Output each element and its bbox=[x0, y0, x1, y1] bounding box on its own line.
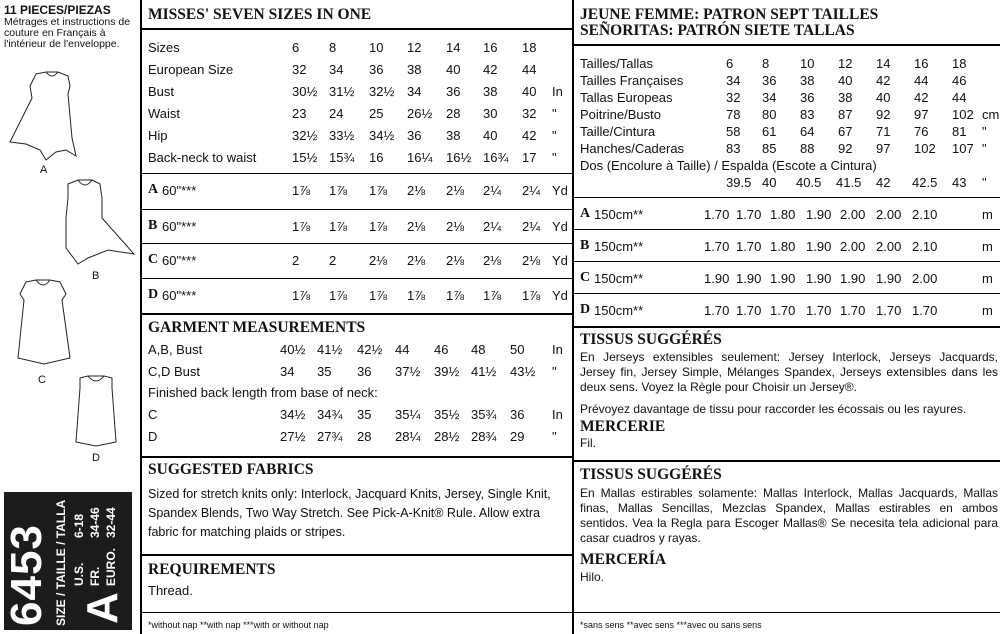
yardage-cell: 2⅛ bbox=[446, 219, 465, 234]
yardage-cell: 2⅛ bbox=[407, 183, 426, 198]
fr-size-cell: 32 bbox=[726, 90, 741, 105]
rule bbox=[574, 261, 1000, 262]
size-cell: 40 bbox=[446, 62, 461, 77]
fr-size-row-label: Tallas Europeas bbox=[580, 90, 673, 105]
pieces-note: Métrages et instructions de couture en Français à l'intérieur de l'enveloppe. bbox=[4, 16, 131, 50]
finished-cell: 29 bbox=[510, 429, 525, 444]
rule bbox=[574, 326, 1000, 328]
finished-cell: 34½ bbox=[280, 407, 306, 422]
fr-size-cell: 42 bbox=[914, 90, 929, 105]
fr-size-cell: 92 bbox=[838, 141, 853, 156]
rule bbox=[574, 197, 1000, 198]
fr-yardage-cell: 1.70 bbox=[736, 303, 762, 318]
fr-size-unit: cm bbox=[982, 107, 1000, 122]
tissus-title: TISSUS SUGGÉRÉS bbox=[580, 331, 722, 348]
fr-size-cell: 38 bbox=[838, 90, 853, 105]
fr-size-row-label: Hanches/Caderas bbox=[580, 141, 685, 156]
english-footnote: *without nap **with nap ***with or without nap bbox=[148, 620, 329, 630]
fr-size-cell: 40 bbox=[876, 90, 891, 105]
size-cell: 34 bbox=[407, 84, 422, 99]
yardage-view: D bbox=[148, 287, 159, 302]
fr-yardage-cell: 1.70 bbox=[806, 303, 832, 318]
garment-cell: 39½ bbox=[434, 364, 460, 379]
fr-size-cell: 102 bbox=[952, 107, 974, 122]
mercerie-text: Fil. bbox=[580, 436, 596, 450]
size-cell: 8 bbox=[329, 40, 337, 55]
badge-us-value: 6-18 bbox=[72, 513, 86, 538]
size-row-label: Hip bbox=[148, 128, 168, 143]
size-cell: 33½ bbox=[329, 128, 355, 143]
fr-size-row-label: Tailles Françaises bbox=[580, 73, 684, 88]
fr-yardage-width: 150cm** bbox=[594, 303, 644, 318]
finished-cell: 28¾ bbox=[471, 429, 497, 444]
fr-yardage-cell: 1.70 bbox=[840, 303, 866, 318]
fr-size-unit: " bbox=[982, 124, 987, 139]
size-cell: 42 bbox=[483, 62, 498, 77]
view-a-label: A bbox=[40, 164, 48, 176]
mercerie-title: MERCERIE bbox=[580, 418, 666, 435]
yardage-unit: Yd bbox=[552, 183, 568, 198]
size-cell: 26½ bbox=[407, 106, 433, 121]
yardage-cell: 1⅞ bbox=[483, 288, 502, 303]
size-cell: 30 bbox=[483, 106, 498, 121]
fr-size-cell: 83 bbox=[800, 107, 815, 122]
pattern-number-badge bbox=[4, 492, 132, 630]
fr-size-cell: 34 bbox=[762, 90, 777, 105]
badge-fr-value: 34-46 bbox=[88, 507, 102, 538]
yardage-cell: 1⅞ bbox=[446, 288, 465, 303]
size-cell: 42 bbox=[522, 128, 537, 143]
size-row-label: European Size bbox=[148, 62, 234, 77]
dos-cell: 40 bbox=[762, 175, 777, 190]
fr-size-cell: 36 bbox=[800, 90, 815, 105]
yardage-view: A bbox=[148, 182, 159, 197]
rule bbox=[142, 278, 572, 279]
garment-cell: 48 bbox=[471, 342, 486, 357]
fr-size-cell: 42 bbox=[876, 73, 891, 88]
finished-cell: 35¼ bbox=[395, 407, 421, 422]
size-cell: 25 bbox=[369, 106, 384, 121]
yardage-cell: 2 bbox=[292, 253, 300, 268]
fr-size-cell: 102 bbox=[914, 141, 936, 156]
fr-size-cell: 61 bbox=[762, 124, 777, 139]
fr-yardage-unit: m bbox=[982, 271, 993, 286]
fr-size-row-label: Tailles/Tallas bbox=[580, 56, 653, 71]
fr-size-cell: 6 bbox=[726, 56, 734, 71]
garment-title: GARMENT MEASUREMENTS bbox=[148, 319, 366, 336]
view-a-illustration bbox=[6, 68, 86, 164]
size-cell: 38 bbox=[446, 128, 461, 143]
garment-cell: 35 bbox=[317, 364, 332, 379]
view-b-label: B bbox=[92, 270, 100, 282]
tissus-title-es: TISSUS SUGGÉRÉS bbox=[580, 466, 722, 483]
yardage-unit: Yd bbox=[552, 253, 568, 268]
size-cell: 28 bbox=[446, 106, 461, 121]
fr-yardage-cell: 1.80 bbox=[770, 239, 796, 254]
badge-fr-label: FR. bbox=[88, 566, 102, 586]
fr-size-cell: 44 bbox=[952, 90, 967, 105]
fr-size-cell: 78 bbox=[726, 107, 741, 122]
pieces-count: 11 PIECES/PIEZAS bbox=[4, 3, 111, 17]
yardage-cell: 1⅞ bbox=[407, 288, 426, 303]
fr-yardage-unit: m bbox=[982, 207, 993, 222]
yardage-unit: Yd bbox=[552, 288, 568, 303]
yardage-cell: 2⅛ bbox=[446, 253, 465, 268]
merceria-title: MERCERÍA bbox=[580, 551, 667, 568]
yardage-cell: 2⅛ bbox=[407, 219, 426, 234]
garment-cell: 46 bbox=[434, 342, 449, 357]
fr-yardage-cell: 2.00 bbox=[876, 239, 902, 254]
fr-size-cell: 76 bbox=[914, 124, 929, 139]
rule bbox=[574, 229, 1000, 230]
garment-cell: 50 bbox=[510, 342, 525, 357]
dos-cell: 41.5 bbox=[836, 175, 862, 190]
size-row-label: Waist bbox=[148, 106, 181, 121]
size-row-label: Sizes bbox=[148, 40, 180, 55]
finished-cell: 28½ bbox=[434, 429, 460, 444]
finished-cell: 35½ bbox=[434, 407, 460, 422]
fr-size-cell: 14 bbox=[876, 56, 891, 71]
badge-euro-value: 32-44 bbox=[104, 507, 118, 538]
fr-yardage-width: 150cm** bbox=[594, 207, 644, 222]
size-cell: 15½ bbox=[292, 150, 318, 165]
tissus-text: En Jerseys extensibles seulement: Jersey Interlock, Jerseys Jacquards, Jersey fin, Jersey Simple, Mélanges Spandex, Jerseys extensibles dans les deux sens. Voyez la Règle pour Choisir un Jersey®. bbox=[580, 350, 998, 394]
size-cell: 16½ bbox=[446, 150, 472, 165]
rule bbox=[142, 243, 572, 244]
fr-size-cell: 38 bbox=[800, 73, 815, 88]
yardage-cell: 2¼ bbox=[483, 183, 502, 198]
view-b-illustration bbox=[58, 178, 138, 268]
fr-size-cell: 97 bbox=[876, 141, 891, 156]
dos-cell: 42 bbox=[876, 175, 891, 190]
yardage-cell: 2¼ bbox=[483, 219, 502, 234]
garment-cell: 44 bbox=[395, 342, 410, 357]
fabrics-title: SUGGESTED FABRICS bbox=[148, 461, 314, 478]
fr-size-cell: 64 bbox=[800, 124, 815, 139]
size-unit: " bbox=[552, 128, 557, 143]
fabrics-text: Sized for stretch knits only: Interlock, Jacquard Knits, Jersey, Single Knit, Spandex Blends, Two Way Stretch. See Pick-A-Knit® Rule. Allow extra fabric for matching plaids or stripes. bbox=[148, 487, 551, 539]
fr-yardage-cell: 1.70 bbox=[704, 239, 730, 254]
fr-yardage-cell: 1.70 bbox=[770, 303, 796, 318]
fr-size-unit: " bbox=[982, 141, 987, 156]
fr-yardage-width: 150cm** bbox=[594, 239, 644, 254]
fr-yardage-cell: 2.00 bbox=[912, 271, 938, 286]
size-cell: 40 bbox=[522, 84, 537, 99]
finished-cell: 28 bbox=[357, 429, 372, 444]
fr-yardage-unit: m bbox=[982, 239, 993, 254]
fr-yardage-cell: 1.90 bbox=[704, 271, 730, 286]
yardage-cell: 1⅞ bbox=[329, 219, 348, 234]
rule bbox=[142, 209, 572, 210]
size-cell: 18 bbox=[522, 40, 537, 55]
yardage-cell: 1⅞ bbox=[369, 183, 388, 198]
fr-yardage-view: D bbox=[580, 302, 591, 317]
size-cell: 36 bbox=[446, 84, 461, 99]
size-cell: 44 bbox=[522, 62, 537, 77]
garment-row-label: C,D Bust bbox=[148, 364, 201, 379]
fr-size-cell: 18 bbox=[952, 56, 967, 71]
rule bbox=[574, 460, 1000, 462]
requirements-text: Thread. bbox=[148, 583, 193, 598]
yardage-cell: 2⅛ bbox=[369, 253, 388, 268]
fr-size-cell: 81 bbox=[952, 124, 967, 139]
garment-cell: 41½ bbox=[471, 364, 497, 379]
rule bbox=[142, 313, 572, 315]
size-cell: 30½ bbox=[292, 84, 318, 99]
fr-size-cell: 85 bbox=[762, 141, 777, 156]
garment-cell: 42½ bbox=[357, 342, 383, 357]
size-unit: " bbox=[552, 150, 557, 165]
size-cell: 15¾ bbox=[329, 150, 355, 165]
size-cell: 10 bbox=[369, 40, 384, 55]
fr-size-cell: 67 bbox=[838, 124, 853, 139]
size-row-label: Bust bbox=[148, 84, 175, 99]
fr-yardage-cell: 1.90 bbox=[736, 271, 762, 286]
size-cell: 32½ bbox=[292, 128, 318, 143]
fr-yardage-cell: 2.00 bbox=[876, 207, 902, 222]
size-cell: 38 bbox=[407, 62, 422, 77]
view-c-illustration bbox=[14, 278, 74, 368]
size-cell: 34½ bbox=[369, 128, 395, 143]
fr-size-cell: 44 bbox=[914, 73, 929, 88]
fr-yardage-cell: 1.70 bbox=[736, 207, 762, 222]
french-spanish-panel bbox=[574, 0, 1000, 634]
finished-cell: 27½ bbox=[280, 429, 306, 444]
badge-us-label: U.S. bbox=[72, 562, 86, 586]
fr-size-cell: 83 bbox=[726, 141, 741, 156]
pattern-number: 6453 bbox=[2, 524, 51, 626]
fr-yardage-view: B bbox=[580, 238, 590, 253]
finished-length-label: Finished back length from base of neck: bbox=[148, 385, 378, 400]
finished-cell: 36 bbox=[510, 407, 525, 422]
finished-cell: 34¾ bbox=[317, 407, 343, 422]
size-letter: A bbox=[78, 592, 127, 624]
garment-unit: " bbox=[552, 364, 557, 379]
fr-yardage-cell: 1.70 bbox=[704, 207, 730, 222]
yardage-cell: 1⅞ bbox=[329, 183, 348, 198]
dos-unit: " bbox=[982, 175, 987, 190]
fr-yardage-cell: 1.90 bbox=[806, 207, 832, 222]
size-label: SIZE / TAILLE / TALLA bbox=[54, 499, 68, 626]
yardage-cell: 2⅛ bbox=[522, 253, 541, 268]
rule bbox=[574, 612, 1000, 613]
size-cell: 34 bbox=[329, 62, 344, 77]
size-cell: 32 bbox=[522, 106, 537, 121]
dos-label: Dos (Encolure à Taille) / Espalda (Escote a Cintura) bbox=[580, 158, 877, 173]
garment-cell: 37½ bbox=[395, 364, 421, 379]
rule bbox=[142, 612, 572, 613]
fr-yardage-cell: 1.80 bbox=[770, 207, 796, 222]
fr-yardage-cell: 1.70 bbox=[876, 303, 902, 318]
yardage-cell: 1⅞ bbox=[329, 288, 348, 303]
fr-size-cell: 87 bbox=[838, 107, 853, 122]
fr-size-cell: 88 bbox=[800, 141, 815, 156]
size-cell: 31½ bbox=[329, 84, 355, 99]
fr-yardage-unit: m bbox=[982, 303, 993, 318]
yardage-cell: 1⅞ bbox=[292, 219, 311, 234]
dos-cell: 39.5 bbox=[726, 175, 752, 190]
fr-yardage-cell: 1.90 bbox=[876, 271, 902, 286]
fr-yardage-view: C bbox=[580, 270, 591, 285]
size-cell: 40 bbox=[483, 128, 498, 143]
garment-cell: 40½ bbox=[280, 342, 306, 357]
tissus-text-es: En Mallas estirables solamente: Mallas Interlock, Mallas Jacquards, Mallas finas, Mallas Sencillas, Mezclas Spandex, Mallas estirables en ambos sentidos. Vea la Regla para Escoger Mallas® Se necesita tela adicional para casar cuadros y rayas. bbox=[580, 486, 998, 545]
yardage-cell: 1⅞ bbox=[292, 183, 311, 198]
garment-cell: 36 bbox=[357, 364, 372, 379]
fr-size-cell: 40 bbox=[838, 73, 853, 88]
rule bbox=[142, 554, 572, 556]
fr-yardage-cell: 2.10 bbox=[912, 207, 938, 222]
yardage-width: 60"*** bbox=[162, 219, 197, 234]
yardage-cell: 1⅞ bbox=[292, 288, 311, 303]
size-cell: 16¾ bbox=[483, 150, 509, 165]
fr-size-cell: 107 bbox=[952, 141, 974, 156]
fr-yardage-cell: 1.90 bbox=[840, 271, 866, 286]
yardage-cell: 2⅛ bbox=[483, 253, 502, 268]
size-cell: 6 bbox=[292, 40, 300, 55]
fr-size-cell: 71 bbox=[876, 124, 891, 139]
yardage-view: B bbox=[148, 218, 158, 233]
size-cell: 16 bbox=[483, 40, 498, 55]
size-row-label: Back-neck to waist bbox=[148, 150, 257, 165]
english-panel bbox=[142, 0, 572, 634]
fr-size-cell: 8 bbox=[762, 56, 770, 71]
yardage-cell: 2¼ bbox=[522, 219, 541, 234]
size-cell: 17 bbox=[522, 150, 537, 165]
size-cell: 24 bbox=[329, 106, 344, 121]
finished-row-label: C bbox=[148, 407, 158, 422]
fr-size-cell: 12 bbox=[838, 56, 853, 71]
fr-yardage-cell: 2.10 bbox=[912, 239, 938, 254]
size-cell: 38 bbox=[483, 84, 498, 99]
spanish-title: SEÑORITAS: PATRÓN SIETE TALLAS bbox=[580, 22, 855, 39]
fr-yardage-view: A bbox=[580, 206, 591, 221]
finished-unit: In bbox=[552, 407, 563, 422]
view-d-label: D bbox=[92, 452, 100, 464]
fr-size-cell: 34 bbox=[726, 73, 741, 88]
fr-yardage-cell: 1.70 bbox=[704, 303, 730, 318]
views-panel bbox=[0, 0, 140, 634]
fr-yardage-cell: 1.90 bbox=[770, 271, 796, 286]
fr-size-cell: 92 bbox=[876, 107, 891, 122]
fr-size-row-label: Poitrine/Busto bbox=[580, 107, 661, 122]
yardage-cell: 2 bbox=[329, 253, 337, 268]
finished-cell: 28¼ bbox=[395, 429, 421, 444]
fr-size-cell: 97 bbox=[914, 107, 929, 122]
rule bbox=[142, 456, 572, 458]
size-cell: 32 bbox=[292, 62, 307, 77]
yardage-width: 60"*** bbox=[162, 183, 197, 198]
size-cell: 16¼ bbox=[407, 150, 433, 165]
tissus-note: Prévoyez davantage de tissu pour raccorder les écossais ou les rayures. bbox=[580, 402, 967, 416]
garment-unit: In bbox=[552, 342, 563, 357]
yardage-cell: 1⅞ bbox=[369, 288, 388, 303]
fr-size-cell: 16 bbox=[914, 56, 929, 71]
yardage-cell: 1⅞ bbox=[369, 219, 388, 234]
dos-cell: 43 bbox=[952, 175, 967, 190]
fr-size-cell: 80 bbox=[762, 107, 777, 122]
finished-cell: 35 bbox=[357, 407, 372, 422]
merceria-text: Hilo. bbox=[580, 570, 605, 584]
fr-size-cell: 58 bbox=[726, 124, 741, 139]
yardage-cell: 1⅞ bbox=[522, 288, 541, 303]
rule bbox=[574, 44, 1000, 46]
french-title: JEUNE FEMME: PATRON SEPT TAILLES bbox=[580, 6, 879, 23]
fr-yardage-cell: 1.70 bbox=[912, 303, 938, 318]
size-cell: 36 bbox=[369, 62, 384, 77]
badge-euro-label: EURO. bbox=[104, 547, 118, 586]
size-cell: 32½ bbox=[369, 84, 395, 99]
garment-row-label: A,B, Bust bbox=[148, 342, 203, 357]
requirements-title: REQUIREMENTS bbox=[148, 561, 276, 578]
size-cell: 14 bbox=[446, 40, 461, 55]
size-unit: " bbox=[552, 106, 557, 121]
yardage-unit: Yd bbox=[552, 219, 568, 234]
fr-yardage-cell: 1.90 bbox=[806, 271, 832, 286]
finished-cell: 27¾ bbox=[317, 429, 343, 444]
garment-cell: 34 bbox=[280, 364, 295, 379]
garment-cell: 41½ bbox=[317, 342, 343, 357]
fr-yardage-cell: 1.70 bbox=[736, 239, 762, 254]
rule bbox=[574, 293, 1000, 294]
view-c-label: C bbox=[38, 374, 46, 386]
finished-unit: " bbox=[552, 429, 557, 444]
garment-cell: 43½ bbox=[510, 364, 536, 379]
dos-cell: 42.5 bbox=[912, 175, 938, 190]
fr-yardage-width: 150cm** bbox=[594, 271, 644, 286]
fr-yardage-cell: 1.90 bbox=[806, 239, 832, 254]
size-unit: In bbox=[552, 84, 563, 99]
size-cell: 23 bbox=[292, 106, 307, 121]
yardage-cell: 2¼ bbox=[522, 183, 541, 198]
english-title: MISSES' SEVEN SIZES IN ONE bbox=[148, 6, 372, 23]
yardage-cell: 2⅛ bbox=[407, 253, 426, 268]
yardage-cell: 2⅛ bbox=[446, 183, 465, 198]
view-d-illustration bbox=[70, 374, 124, 450]
yardage-width: 60"*** bbox=[162, 253, 197, 268]
yardage-view: C bbox=[148, 252, 159, 267]
finished-row-label: D bbox=[148, 429, 158, 444]
size-cell: 12 bbox=[407, 40, 422, 55]
rule bbox=[142, 28, 572, 30]
fr-yardage-cell: 2.00 bbox=[840, 207, 866, 222]
size-cell: 16 bbox=[369, 150, 384, 165]
french-footnote: *sans sens **avec sens ***avec ou sans sens bbox=[580, 620, 762, 630]
fr-size-cell: 46 bbox=[952, 73, 967, 88]
rule bbox=[142, 173, 572, 174]
yardage-width: 60"*** bbox=[162, 288, 197, 303]
size-cell: 36 bbox=[407, 128, 422, 143]
finished-cell: 35¾ bbox=[471, 407, 497, 422]
fr-size-cell: 36 bbox=[762, 73, 777, 88]
dos-cell: 40.5 bbox=[796, 175, 822, 190]
fr-size-cell: 10 bbox=[800, 56, 815, 71]
fr-yardage-cell: 2.00 bbox=[840, 239, 866, 254]
fr-size-row-label: Taille/Cintura bbox=[580, 124, 656, 139]
